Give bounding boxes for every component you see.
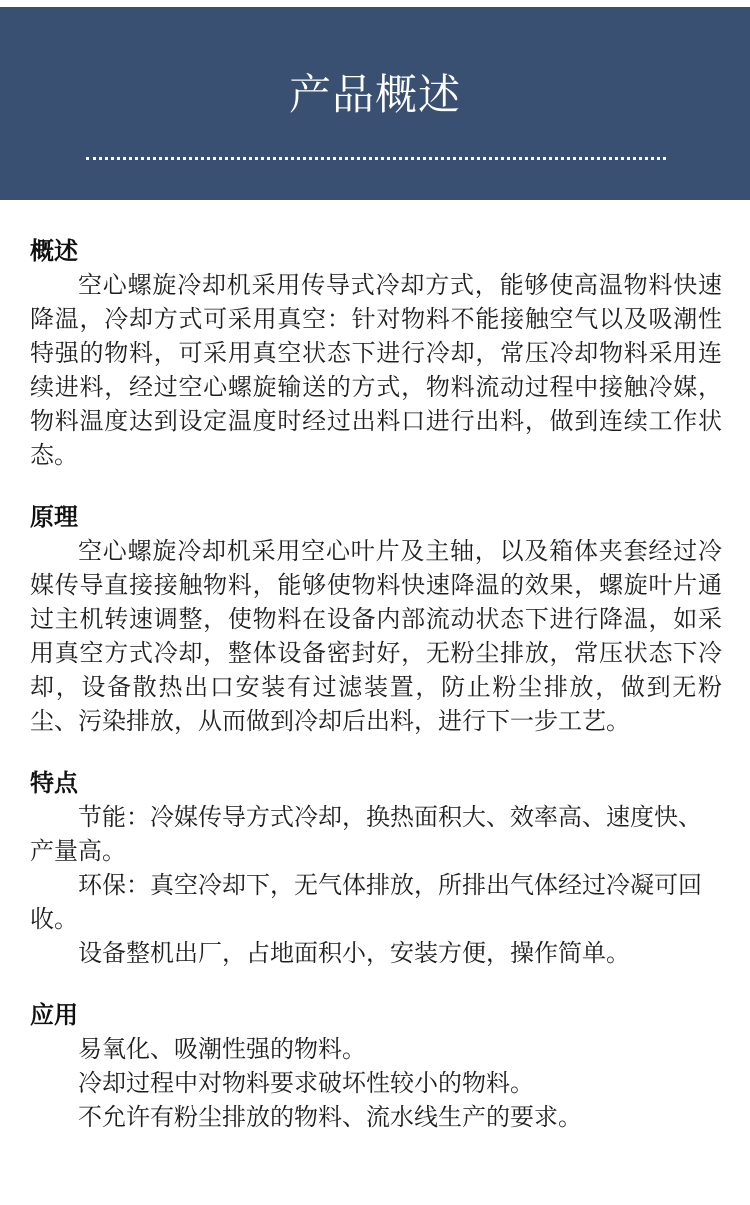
feature-item: 环保：真空冷却下，无气体排放，所排出气体经过冷凝可回收。 <box>30 871 702 933</box>
section-title-overview: 概述 <box>30 237 78 265</box>
section-title-principle: 原理 <box>30 503 78 531</box>
section-principle <box>30 500 722 738</box>
application-item: 易氧化、吸潮性强的物料。 <box>78 1035 366 1063</box>
dotted-divider <box>86 157 666 160</box>
section-title-features: 特点 <box>30 769 78 797</box>
overview-text: 空心螺旋冷却机采用传导式冷却方式，能够使高温物料快速降温，冷却方式可采用真空：针对物料不能接触空气以及吸潮性特强的物料，可采用真空状态下进行冷却，常压冷却物料采用连续进料，经过空心螺旋输送的方式，物料流动过程中接触冷媒，物料温度达到设定温度时经过出料口进行出料，做到连续工作状态。 <box>30 271 722 469</box>
feature-item: 节能：冷媒传导方式冷却，换热面积大、效率高、速度快、产量高。 <box>30 803 702 865</box>
application-item: 不允许有粉尘排放的物料、流水线生产的要求。 <box>78 1103 582 1131</box>
header-banner <box>0 7 750 200</box>
page-title: 产品概述 <box>288 70 461 119</box>
content-area <box>30 234 722 1162</box>
section-overview <box>30 234 722 472</box>
application-item: 冷却过程中对物料要求破坏性较小的物料。 <box>78 1069 534 1097</box>
principle-text: 空心螺旋冷却机采用空心叶片及主轴，以及箱体夹套经过冷媒传导直接接触物料，能够使物料快速降温的效果，螺旋叶片通过主机转速调整，使物料在设备内部流动状态下进行降温，如采用真空方式冷却，整体设备密封好，无粉尘排放，常压状态下冷却，设备散热出口安装有过滤装置，防止粉尘排放，做到无粉尘、污染排放，从而做到冷却后出料，进行下一步工艺。 <box>30 537 722 735</box>
section-features <box>30 766 722 970</box>
section-title-application: 应用 <box>30 1001 78 1029</box>
feature-item: 设备整机出厂，占地面积小，安装方便，操作简单。 <box>78 939 630 967</box>
section-application <box>30 998 722 1134</box>
